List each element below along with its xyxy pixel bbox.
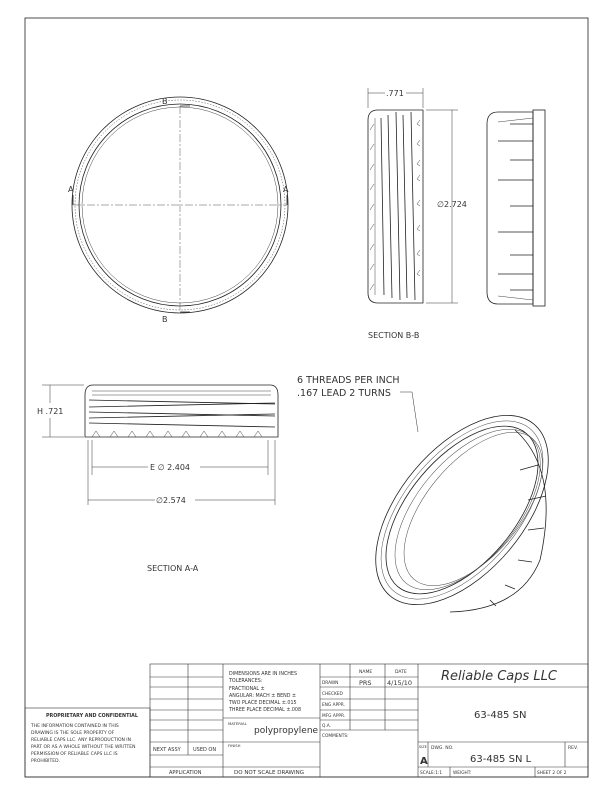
dim-diameter-2724: ∅2.724 <box>437 200 467 209</box>
rev-label: REV. <box>568 746 578 751</box>
section-b-label-bottom: B <box>162 315 168 324</box>
proprietary-line: PART OR AS A WHOLE WITHOUT THE WRITTEN <box>31 745 136 750</box>
tolerance-line: DIMENSIONS ARE IN INCHES <box>229 672 297 677</box>
qa-label: Q.A. <box>322 724 331 729</box>
dim-height-721: H .721 <box>37 407 64 416</box>
tolerance-line: ANGULAR: MACH ± BEND ± <box>229 694 296 699</box>
checked-label: CHECKED <box>322 692 343 697</box>
drawn-label: DRAWN <box>322 681 339 686</box>
tolerance-line: TOLERANCES: <box>229 679 263 684</box>
do-not-scale-note: DO NOT SCALE DRAWING <box>234 770 304 776</box>
size-label: SIZE <box>419 745 427 749</box>
section-bb-label: SECTION B-B <box>368 331 420 340</box>
section-aa-view <box>37 385 278 573</box>
part-name: 63-485 SN <box>474 710 527 721</box>
dim-outer-2574: ∅2.574 <box>156 496 186 505</box>
material-label: MATERIAL <box>228 721 247 726</box>
top-view <box>68 97 289 324</box>
section-a-label-left: A <box>68 185 74 194</box>
drawn-date: 4/15/10 <box>387 679 413 687</box>
tolerance-line: TWO PLACE DECIMAL ±.015 <box>229 701 297 706</box>
tolerance-line: FRACTIONAL ± <box>229 687 265 692</box>
dwg-no-label: DWG. NO. <box>431 746 454 751</box>
company-name: Reliable Caps LLC <box>441 669 557 684</box>
application-label: APPLICATION <box>169 770 202 776</box>
dwg-no: 63-485 SN L <box>470 754 532 765</box>
proprietary-title: PROPRIETARY AND CONFIDENTIAL <box>46 714 138 719</box>
thread-note-line1: 6 THREADS PER INCH <box>297 375 400 386</box>
eng-appr-label: ENG APPR. <box>322 703 345 708</box>
isometric-view <box>297 375 581 636</box>
dim-depth-771: .771 <box>386 89 404 98</box>
proprietary-line: DRAWING IS THE SOLE PROPERTY OF <box>31 731 115 736</box>
section-bb-view <box>368 88 467 340</box>
thread-note-line2: .167 LEAD 2 TURNS <box>297 388 391 399</box>
thread-note-leader <box>400 392 418 432</box>
material-value: polypropylene <box>254 726 319 736</box>
proprietary-line: RELIABLE CAPS LLC. ANY REPRODUCTION IN <box>31 738 131 743</box>
dim-e-2404: E ∅ 2.404 <box>150 463 191 472</box>
finish-label: FINISH <box>228 743 241 748</box>
proprietary-notice <box>30 713 138 764</box>
scale-value: SCALE:1:1 <box>420 771 443 776</box>
tolerance-line: THREE PLACE DECIMAL ±.008 <box>229 708 302 713</box>
proprietary-line: THE INFORMATION CONTAINED IN THIS <box>31 724 119 729</box>
mfg-appr-label: MFG APPR. <box>322 714 346 719</box>
proprietary-line: PERMISSION OF RELIABLE CAPS LLC IS <box>31 752 118 757</box>
side-view <box>487 110 545 306</box>
next-assy-label: NEXT ASSY <box>153 747 181 753</box>
name-header: NAME <box>359 670 373 675</box>
section-a-label-right: A <box>283 185 289 194</box>
proprietary-line: PROHIBITED. <box>31 759 60 764</box>
comments-label: COMMENTS: <box>322 734 349 739</box>
section-b-label-top: B <box>162 97 168 106</box>
weight-label: WEIGHT: <box>453 771 472 776</box>
used-on-label: USED ON <box>193 747 217 753</box>
title-block-text <box>153 669 578 776</box>
sheet-number: SHEET 2 OF 2 <box>537 771 567 776</box>
section-aa-label: SECTION A-A <box>147 564 199 573</box>
drawn-name: PRS <box>359 679 372 687</box>
date-header: DATE <box>395 670 407 675</box>
sheet-size: A <box>420 756 428 767</box>
